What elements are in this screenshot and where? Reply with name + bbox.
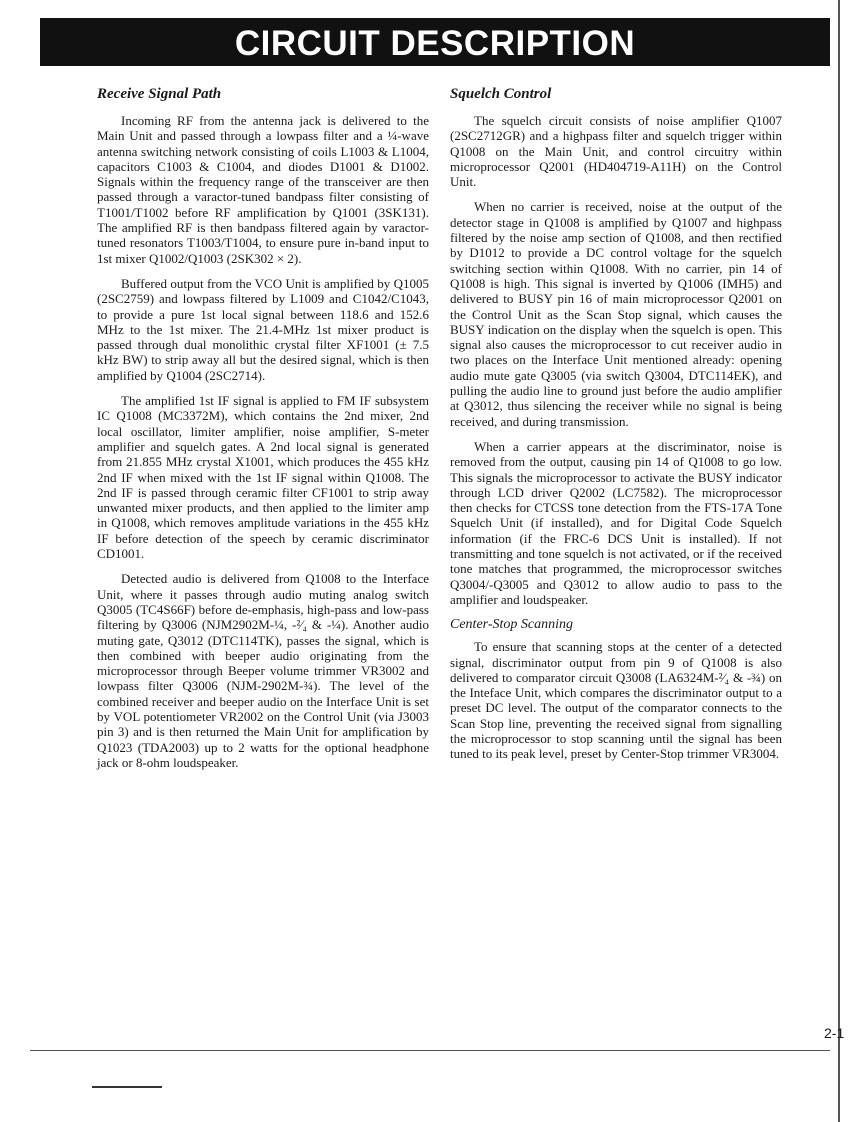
binding-edge-rule xyxy=(838,0,840,1122)
section-heading-squelch-control: Squelch Control xyxy=(450,86,552,102)
paragraph: The squelch circuit consists of noise amplifier Q1007 (2SC2712GR) and a highpass filter and squelch trigger within Q1008 on the Main Unit, and control circuitry within microprocessor Q2001 (HD404719-A11H) on the Control Unit. xyxy=(450,113,782,190)
page-title: CIRCUIT DESCRIPTION xyxy=(234,24,636,63)
right-column xyxy=(450,86,782,772)
paragraph: When no carrier is received, noise at the output of the detector stage in Q1008 is amplified by Q1007 and highpass filtered by the noise amp section of Q1008, and then rectified by D1012 to provide a DC control voltage for the squelch switching section within Q1008. With no carrier, pin 14 of Q1008 is high. This signal is inverted by Q1006 (IMH5) and delivered to BUSY pin 16 of main microprocessor Q2001 on the Control Unit as the Scan Stop signal, which causes the BUSY indication on the display when the squelch is open. This signal also causes the microprocessor to cut receiver audio in two places on the Interface Unit mentioned already: opening audio mute gate Q3005 (via switch Q3004, DTC114EK), and pulling the audio line to ground just before the audio amplifier at Q3012, thus silencing the receiver while no signal is being received, and during transmission. xyxy=(450,199,782,429)
paragraph: To ensure that scanning stops at the center of a detected signal, discriminator output from pin 9 of Q1008 is also delivered to comparator circuit Q3008 (LA6324M-²⁄₄ & -¾) on the Inteface Unit, which compares the discriminator output to a preset DC level. The output of the comparator connects to the Scan Stop line, preventing the received signal from signalling the microprocessor to stop scanning until the signal has been tuned to its peak level, preset by Center-Stop trimmer VR3004. xyxy=(450,639,782,762)
footer-short-rule xyxy=(92,1086,162,1088)
paragraph: Detected audio is delivered from Q1008 to the Interface Unit, where it passes through audio muting analog switch Q3005 (TC4S66F) before de-emphasis, high-pass and low-pass filtering by Q3006 (NJM2902M-¼, -²⁄₄ & -¼). Another audio muting gate, Q3012 (DTC114TK), passes the signal, which is then combined with beeper audio originating from the microprocessor through Beeper volume trimmer VR3002 and lowpass filter Q3006 (NJM-2902M-¾). The level of the combined receiver and beeper audio on the Interface Unit is set by VOL potentiometer VR2002 on the Control Unit (via J3003 pin 3) and is then returned the Main Unit for amplification by Q1023 (TDA2003) up to 2 watts for the optional headphone jack or 8-ohm loudspeaker. xyxy=(97,571,429,770)
footer-rule xyxy=(30,1050,830,1051)
subsection-heading-center-stop-scanning: Center-Stop Scanning xyxy=(450,617,573,633)
paragraph: The amplified 1st IF signal is applied to FM IF subsystem IC Q1008 (MC3372M), which contains the 2nd mixer, 2nd local oscillator, limiter amplifier, noise amplifier, S-meter amplifier and squelch gates. A 2nd local signal is generated from 21.855 MHz crystal X1001, which produces the 455 kHz 2nd IF when mixed with the 1st IF signal within Q1008. The 2nd IF is passed through ceramic filter CF1001 to strip away unwanted mixer products, and then applied to the limiter amp in Q1008, which removes amplitude variations in the 455 kHz IF before detection of the speech by ceramic discriminator CD1001. xyxy=(97,393,429,562)
paragraph: Incoming RF from the antenna jack is delivered to the Main Unit and passed through a lowpass filter and a ¼-wave antenna switching network consisting of coils L1003 & L1004, capacitors C1003 & C1004, and diodes D1001 & D1002. Signals within the frequency range of the transceiver are then passed through a varactor-tuned bandpass filter consisting of T1001/T1002 before RF amplification by Q1001 (3SK131). The amplified RF is then bandpass filtered again by varactor-tuned resonators T1003/T1004, to ensure pure in-band input to 1st mixer Q1002/Q1003 (2SK302 × 2). xyxy=(97,113,429,266)
paragraph: When a carrier appears at the discriminator, noise is removed from the output, causing pin 14 of Q1008 to go low. This signals the microprocessor to activate the BUSY indicator through LCD driver Q2002 (LC7582). The microprocessor then checks for CTCSS tone detection from the FTS-17A Tone Squelch Unit (if installed), and for Digital Code Squelch information (if the FRC-6 DCS Unit is installed). If not transmitting and tone squelch is not activated, or if the received tone matches that programmed, the microprocessor switches Q3004/-Q3005 and Q3012 to allow audio to pass to the amplifier and loudspeaker. xyxy=(450,438,782,607)
left-column xyxy=(97,86,429,780)
page-number: 2-1 xyxy=(824,1025,845,1041)
paragraph: Buffered output from the VCO Unit is amplified by Q1005 (2SC2759) and lowpass filtered by L1009 and C1042/C1043, to provide a pure 1st local signal between 118.6 and 152.6 MHz to the 1st mixer. The 21.4-MHz 1st mixer product is passed through dual monolithic crystal filter XF1001 (± 7.5 kHz BW) to strip away all but the desired signal, which is then amplified by Q1004 (2SC2714). xyxy=(97,275,429,383)
section-heading-receive-signal-path: Receive Signal Path xyxy=(97,86,222,102)
